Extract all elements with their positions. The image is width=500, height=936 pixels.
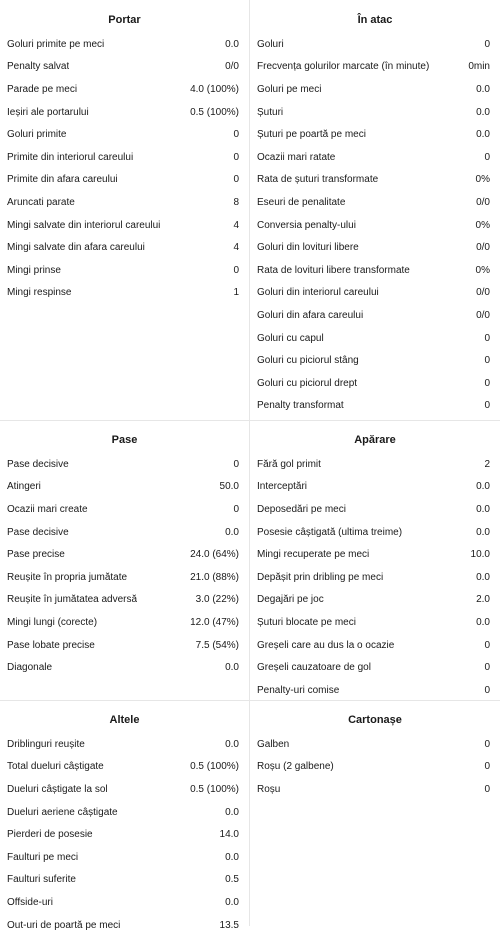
stat-label: Pase lobate precise	[7, 639, 95, 651]
section-title: În atac	[357, 14, 393, 26]
stat-row	[0, 543, 249, 566]
stat-row	[250, 78, 500, 101]
stat-value: 10.0	[470, 549, 490, 561]
section-title: Apărare	[354, 434, 396, 446]
stat-row	[250, 304, 500, 327]
stat-row	[0, 33, 249, 56]
stat-label: Goluri primite	[7, 129, 67, 141]
stat-row	[0, 634, 249, 657]
stat-label: Greșeli care au dus la o ocazie	[257, 639, 395, 651]
stat-value: 4	[233, 242, 239, 254]
stat-list	[250, 33, 500, 417]
stat-value: 0/0	[476, 309, 490, 321]
stat-row	[250, 476, 500, 499]
stat-list	[0, 33, 249, 304]
stat-label: Out-uri de poartă pe meci	[7, 919, 121, 931]
stat-value: 24.0 (64%)	[190, 549, 239, 561]
stat-label: Primite din afara careului	[7, 174, 118, 186]
stat-value: 0/0	[225, 61, 239, 73]
stat-label: Greșeli cauzatoare de gol	[257, 662, 371, 674]
stat-value: 0	[484, 377, 490, 389]
stat-label: Diagonale	[7, 662, 53, 674]
stat-label: Reușite în propria jumătate	[7, 571, 128, 583]
stat-row	[0, 101, 249, 124]
stat-row	[250, 778, 500, 801]
stat-value: 0/0	[476, 287, 490, 299]
stat-row	[250, 56, 500, 79]
stat-row	[0, 823, 249, 846]
stat-label: Dueluri câștigate la sol	[7, 783, 108, 795]
stat-label: Parade pe meci	[7, 83, 78, 95]
stat-value: 0	[484, 355, 490, 367]
stat-row	[0, 214, 249, 237]
stat-label: Goluri primite pe meci	[7, 38, 105, 50]
stat-label: Mingi salvate din interiorul careului	[7, 219, 161, 231]
stat-label: Mingi lungi (corecte)	[7, 616, 98, 628]
stat-label: Ieșiri ale portarului	[7, 106, 89, 118]
stat-value: 13.5	[219, 919, 239, 931]
stat-row	[250, 543, 500, 566]
stat-value: 0	[484, 738, 490, 750]
stat-label: Posesie câștigată (ultima treime)	[257, 526, 403, 538]
stat-row	[250, 191, 500, 214]
section-cards	[250, 700, 500, 926]
stats-block-1	[0, 0, 500, 420]
stat-value: 2	[484, 458, 490, 470]
stat-value: 3.0 (22%)	[195, 594, 239, 606]
stat-value: 7.5 (54%)	[195, 639, 239, 651]
stat-value: 0	[233, 264, 239, 276]
stat-label: Mingi prinse	[7, 264, 61, 276]
stat-label: Interceptări	[257, 481, 308, 493]
stat-value: 0	[233, 174, 239, 186]
stat-value: 0.0	[476, 571, 490, 583]
stat-row	[0, 733, 249, 756]
stat-row	[250, 327, 500, 350]
stat-row	[0, 756, 249, 779]
stat-value: 0.0	[225, 851, 239, 863]
stats-block-2	[0, 420, 500, 700]
stat-label: Conversia penalty-ului	[257, 219, 356, 231]
stat-row	[0, 123, 249, 146]
stat-list	[0, 453, 249, 679]
stat-row	[250, 498, 500, 521]
stat-label: Șuturi	[257, 106, 284, 118]
stat-row	[250, 349, 500, 372]
stat-row	[250, 372, 500, 395]
stat-row	[0, 191, 249, 214]
stat-value: 2.0	[476, 594, 490, 606]
stat-row	[0, 521, 249, 544]
stat-value: 0	[484, 662, 490, 674]
section-goalkeeper	[0, 0, 250, 420]
stat-value: 8	[233, 196, 239, 208]
stat-row	[250, 123, 500, 146]
stat-value: 0/0	[476, 242, 490, 254]
stat-value: 12.0 (47%)	[190, 616, 239, 628]
stat-row	[0, 656, 249, 679]
stats-block-3	[0, 700, 500, 931]
stat-label: Șuturi blocate pe meci	[257, 616, 356, 628]
stat-label: Ocazii mari create	[7, 503, 88, 515]
stat-list	[250, 453, 500, 702]
stat-row	[0, 869, 249, 892]
stat-label: Deposedări pe meci	[257, 503, 346, 515]
stat-value: 0.0	[476, 481, 490, 493]
stat-value: 0	[484, 783, 490, 795]
stat-row	[250, 101, 500, 124]
stat-value: 0	[233, 503, 239, 515]
stat-label: Fără gol primit	[257, 458, 321, 470]
stat-row	[250, 236, 500, 259]
stat-label: Pase decisive	[7, 526, 69, 538]
stat-value: 0.0	[476, 503, 490, 515]
stat-value: 0.0	[476, 83, 490, 95]
stat-label: Pierderi de posesie	[7, 829, 93, 841]
stat-value: 4.0 (100%)	[190, 83, 239, 95]
stat-label: Goluri cu piciorul drept	[257, 377, 358, 389]
stat-row	[0, 611, 249, 634]
stat-label: Penalty-uri comise	[257, 684, 340, 696]
stat-label: Șuturi pe poartă pe meci	[257, 129, 366, 141]
stat-label: Reușite în jumătatea adversă	[7, 594, 138, 606]
stat-row	[0, 259, 249, 282]
section-title: Cartonașe	[348, 714, 402, 726]
stat-list	[0, 733, 249, 936]
stat-row	[250, 589, 500, 612]
stat-row	[0, 846, 249, 869]
section-title: Portar	[108, 14, 141, 26]
stat-value: 14.0	[219, 829, 239, 841]
stat-value: 0	[484, 400, 490, 412]
stat-row	[250, 395, 500, 418]
stat-row	[0, 56, 249, 79]
stat-value: 0	[484, 332, 490, 344]
stat-row	[0, 476, 249, 499]
stat-value: 0	[484, 684, 490, 696]
stat-value: 0	[484, 639, 490, 651]
stat-row	[0, 78, 249, 101]
stat-value: 0.5 (100%)	[190, 106, 239, 118]
stat-row	[250, 33, 500, 56]
section-other	[0, 700, 250, 931]
stat-label: Goluri cu piciorul stâng	[257, 355, 359, 367]
stat-label: Galben	[257, 738, 290, 750]
stat-value: 0%	[475, 219, 490, 231]
stat-row	[250, 733, 500, 756]
stat-value: 50.0	[219, 481, 239, 493]
stat-label: Mingi salvate din afara careului	[7, 242, 145, 254]
stat-label: Goluri din interiorul careului	[257, 287, 379, 299]
stat-value: 0%	[475, 174, 490, 186]
stat-value: 0	[233, 151, 239, 163]
stat-row	[0, 236, 249, 259]
stat-value: 0.0	[225, 662, 239, 674]
stat-row	[0, 589, 249, 612]
stat-row	[0, 453, 249, 476]
stat-label: Roșu (2 galbene)	[257, 761, 334, 773]
stat-value: 0	[233, 129, 239, 141]
section-passes	[0, 420, 250, 700]
stat-label: Atingeri	[7, 481, 41, 493]
stat-value: 0	[484, 761, 490, 773]
stat-label: Depășit prin dribling pe meci	[257, 571, 384, 583]
stat-value: 0.0	[225, 38, 239, 50]
stat-row	[0, 566, 249, 589]
stat-value: 0.0	[225, 896, 239, 908]
stat-row	[250, 282, 500, 305]
stat-label: Eseuri de penalitate	[257, 196, 346, 208]
stat-label: Ocazii mari ratate	[257, 151, 336, 163]
stat-label: Pase precise	[7, 549, 65, 561]
stat-label: Offside-uri	[7, 896, 53, 908]
stat-row	[250, 146, 500, 169]
stat-label: Degajări pe joc	[257, 594, 324, 606]
stat-row	[0, 498, 249, 521]
stat-label: Faulturi pe meci	[7, 851, 79, 863]
stat-label: Dueluri aeriene câștigate	[7, 806, 118, 818]
stat-label: Pase decisive	[7, 458, 69, 470]
stat-row	[250, 656, 500, 679]
stat-label: Driblinguri reușite	[7, 738, 85, 750]
stat-row	[0, 801, 249, 824]
stat-value: 0.0	[476, 129, 490, 141]
section-title: Altele	[109, 714, 140, 726]
stat-value: 0.0	[476, 616, 490, 628]
stat-value: 0.0	[476, 526, 490, 538]
stat-row	[250, 214, 500, 237]
stat-value: 0	[484, 151, 490, 163]
stat-value: 0.0	[476, 106, 490, 118]
stat-value: 0%	[475, 264, 490, 276]
stat-label: Rata de lovituri libere transformate	[257, 264, 410, 276]
stat-label: Goluri din afara careului	[257, 309, 364, 321]
stat-row	[250, 169, 500, 192]
stat-label: Penalty salvat	[7, 61, 70, 73]
stat-value: 0.5 (100%)	[190, 761, 239, 773]
stat-label: Aruncati parate	[7, 196, 75, 208]
section-defense	[250, 420, 500, 700]
stat-value: 0	[233, 458, 239, 470]
stat-value: 0min	[468, 61, 490, 73]
stat-label: Primite din interiorul careului	[7, 151, 134, 163]
stat-row	[250, 634, 500, 657]
stat-row	[250, 259, 500, 282]
stat-list	[250, 733, 500, 801]
stat-label: Mingi respinse	[7, 287, 72, 299]
stat-value: 0.0	[225, 526, 239, 538]
stat-row	[0, 169, 249, 192]
stat-row	[0, 282, 249, 305]
stat-label: Rata de șuturi transformate	[257, 174, 379, 186]
stat-value: 0.0	[225, 738, 239, 750]
stat-row	[250, 679, 500, 702]
stat-value: 1	[233, 287, 239, 299]
stat-value: 0.5	[225, 874, 239, 886]
stat-row	[250, 611, 500, 634]
stat-label: Goluri din lovituri libere	[257, 242, 359, 254]
stat-value: 4	[233, 219, 239, 231]
stat-label: Frecvența golurilor marcate (în minute)	[257, 61, 430, 73]
stat-label: Penalty transformat	[257, 400, 344, 412]
stat-value: 0	[484, 38, 490, 50]
stat-value: 0/0	[476, 196, 490, 208]
stat-label: Total dueluri câștigate	[7, 761, 104, 773]
stat-row	[250, 453, 500, 476]
stat-label: Mingi recuperate pe meci	[257, 549, 370, 561]
stat-row	[250, 566, 500, 589]
stat-label: Goluri	[257, 38, 284, 50]
section-attack	[250, 0, 500, 420]
stat-label: Roșu	[257, 783, 281, 795]
section-title: Pase	[111, 434, 138, 446]
stat-value: 0.0	[225, 806, 239, 818]
stat-value: 0.5 (100%)	[190, 783, 239, 795]
stat-row	[0, 146, 249, 169]
stat-row	[0, 914, 249, 936]
stat-label: Faulturi suferite	[7, 874, 76, 886]
stat-label: Goluri cu capul	[257, 332, 324, 344]
stat-label: Goluri pe meci	[257, 83, 322, 95]
stat-row	[250, 756, 500, 779]
stat-row	[0, 778, 249, 801]
stat-value: 21.0 (88%)	[190, 571, 239, 583]
stat-row	[0, 891, 249, 914]
stat-row	[250, 521, 500, 544]
